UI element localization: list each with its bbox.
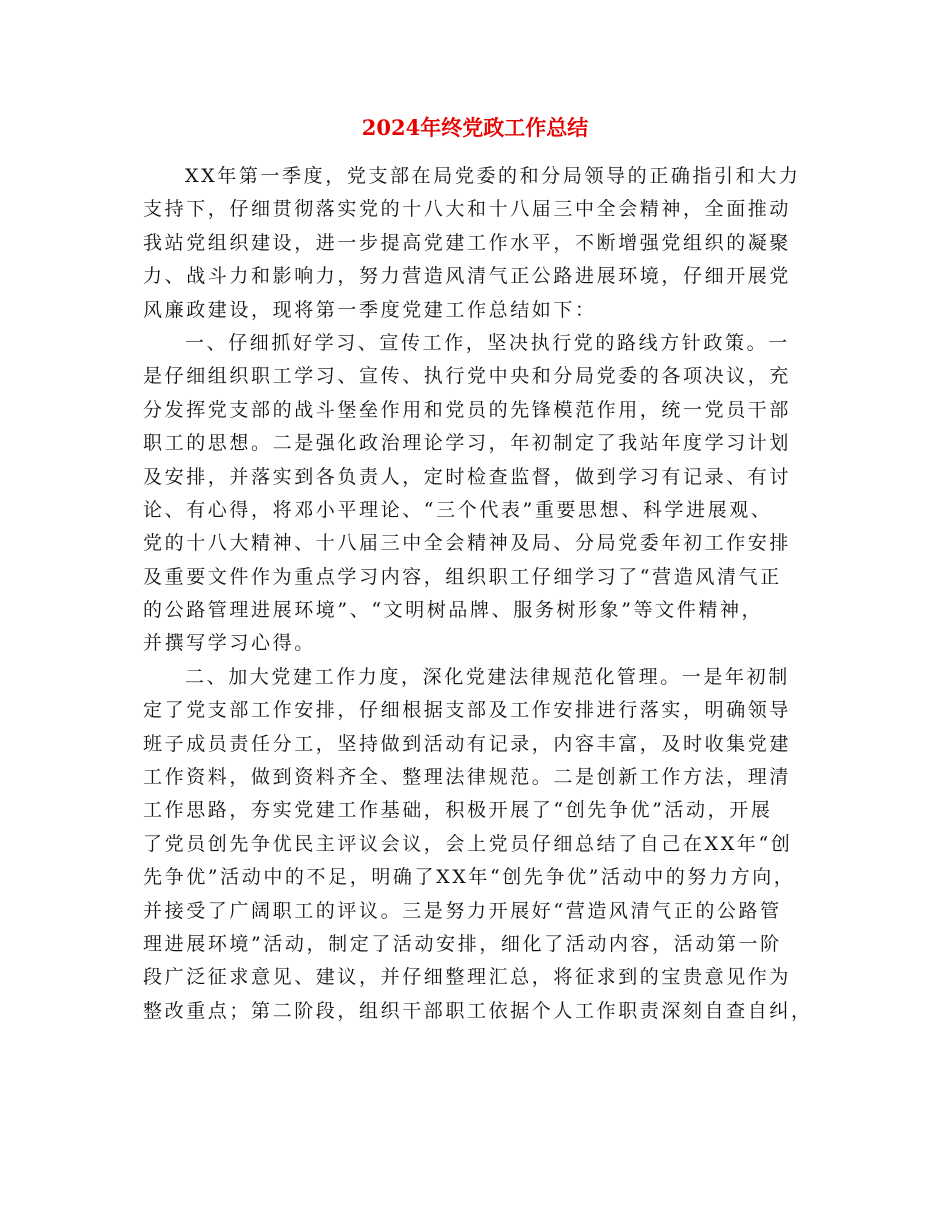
body-line: 支持下，仔细贯彻落实党的十八大和十八届三中全会精神，全面推动 (143, 198, 792, 221)
body-line: 整改重点；第二阶段，组织干部职工依据个人工作职责深刻自查自纠， (143, 999, 813, 1022)
paragraph-first-line: XX年第一季度，党支部在局党委的和分局领导的正确指引和大力 (185, 165, 801, 187)
body-line: 班子成员责任分工，坚持做到活动有记录，内容丰富，及时收集党建 (143, 732, 792, 755)
body-line: 论、有心得，将邓小平理论、“三个代表”重要思想、科学进展观、 (143, 498, 773, 521)
body-line: 及重要文件作为重点学习内容，组织职工仔细学习了“营造风清气正 (143, 565, 782, 588)
body-line: 并撰写学习心得。 (143, 632, 316, 655)
body-line: 段广泛征求意见、建议，并仔细整理汇总，将征求到的宝贵意见作为 (143, 966, 792, 989)
body-line: 理进展环境”活动，制定了活动安排，细化了活动内容，活动第一阶 (143, 932, 782, 955)
body-line: 及安排，并落实到各负责人，定时检查监督，做到学习有记录、有讨 (143, 465, 792, 488)
body-line: 定了党支部工作安排，仔细根据支部及工作安排进行落实，明确领导 (143, 699, 792, 722)
body-line: 并接受了广阔职工的评议。三是努力开展好“营造风清气正的公路管 (143, 899, 782, 922)
body-line: 党的十八大精神、十八届三中全会精神及局、分局党委年初工作安排 (143, 532, 792, 555)
body-line: 风廉政建设，现将第一季度党建工作总结如下： (143, 298, 597, 321)
body-line: 职工的思想。二是强化政治理论学习，年初制定了我站年度学习计划 (143, 432, 792, 455)
body-line: 分发挥党支部的战斗堡垒作用和党员的先锋模范作用，统一党员干部 (143, 398, 792, 421)
body-line: 我站党组织建设，进一步提高党建工作水平，不断增强党组织的凝聚 (143, 231, 792, 254)
paragraph-first-line: 二、加大党建工作力度，深化党建法律规范化管理。一是年初制 (185, 665, 790, 688)
document-body (143, 160, 823, 1028)
document-title: 2024年终党政工作总结 (361, 115, 589, 140)
body-line: 是仔细组织职工学习、宣传、执行党中央和分局党委的各项决议，充 (143, 365, 792, 388)
body-line: 力、战斗力和影响力，努力营造风清气正公路进展环境，仔细开展党 (143, 265, 792, 288)
body-line: 的公路管理进展环境”、“文明树品牌、服务树形象”等文件精神， (143, 599, 764, 622)
paragraph-first-line: 一、仔细抓好学习、宣传工作，坚决执行党的路线方针政策。一 (185, 331, 790, 354)
body-line: 工作资料，做到资料齐全、整理法律规范。二是创新工作方法，理清 (143, 766, 792, 789)
body-line: 了党员创先争优民主评议会议，会上党员仔细总结了自己在XX年“创 (143, 832, 793, 855)
body-line: 先争优”活动中的不足，明确了XX年“创先争优”活动中的努力方向， (143, 866, 796, 889)
body-line: 工作思路，夯实党建工作基础，积极开展了“创先争优”活动，开展 (143, 799, 773, 822)
